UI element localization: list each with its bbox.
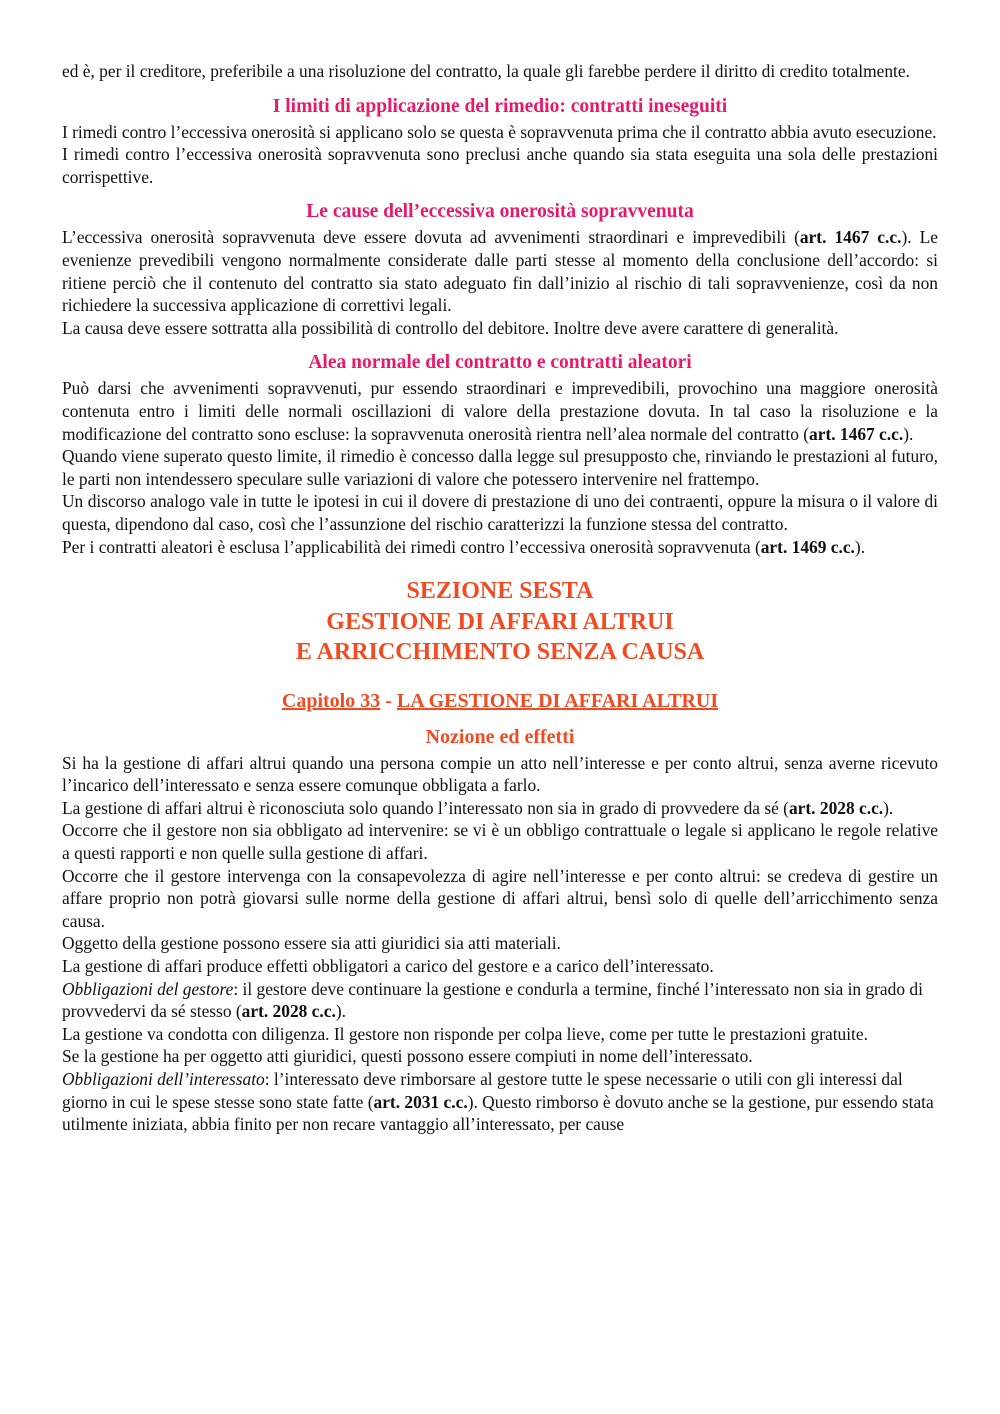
paragraph-diligenza: La gestione va condotta con diligenza. Il gestore non risponde per colpa lieve, come per tutte le prestazioni gratuite. bbox=[62, 1023, 868, 1044]
text-run: ). bbox=[903, 423, 914, 444]
text-run: ). bbox=[854, 536, 866, 557]
paragraph-cause-2: La causa deve essere sottratta alla possibilità di controllo del debitore. Inoltre deve avere carattere di generalità. bbox=[62, 317, 839, 338]
paragraph-alea-2: Quando viene superato questo limite, il rimedio è concesso dalla legge sul presupposto che, rinviando le prestazioni al futuro, le parti non intendessero speculare sulle variazioni di valore che potessero intervenire nel frattempo. bbox=[62, 446, 938, 489]
text-run: : il gestore deve continuare la gestione e condurla a termine, finché l’interessato non sia in grado di provvedervi da sé stesso ( bbox=[62, 978, 923, 1022]
text-run: : l’interessato deve rimborsare al gestore tutte le spese necessarie o utili con gli interessi dal giorno in cui le spese stesse sono state fatte ( bbox=[62, 1068, 903, 1112]
law-reference: art. 1469 c.c. bbox=[760, 536, 855, 557]
text-run: ). bbox=[883, 797, 894, 818]
paragraph-nozione-5: Oggetto della gestione possono essere sia atti giuridici sia atti materiali. bbox=[62, 933, 561, 954]
paragraph-alea-1 bbox=[62, 377, 938, 445]
paragraph-nozione-1: Si ha la gestione di affari altrui quando una persona compie un atto nell’interesse e per conto altrui, senza averne ricevuto l’incarico dell’interessato e senza essere comunque obbligata a farlo. bbox=[62, 752, 938, 796]
text-run: ). bbox=[335, 1001, 346, 1022]
italic-lead: Obbligazioni del gestore bbox=[62, 978, 234, 999]
heading-limiti-applicazione: I limiti di applicazione del rimedio: contratti ineseguiti bbox=[272, 95, 728, 117]
text-run: La gestione di affari altrui è riconosciuta solo quando l’interessato non sia in grado di provvedere da sé ( bbox=[62, 797, 789, 818]
text-run: ). Le evenienze prevedibili vengono normalmente considerate dalle parti stesse al momento della conclusione dell’accordo: si ritiene perciò che il contenuto del contratto sia stato adeguato fin dall’inizio al rischio di tali sopravvenienze, così da non richiedere la successiva applicazione di correttivi legali. bbox=[62, 227, 938, 316]
heading-alea-normale: Alea normale del contratto e contratti aleatori bbox=[308, 352, 692, 374]
chapter-title: LA GESTIONE DI AFFARI ALTRUI bbox=[396, 689, 719, 712]
law-reference: art. 2028 c.c. bbox=[788, 797, 884, 818]
paragraph-obbligazioni-interessato bbox=[62, 1068, 938, 1136]
law-reference: art. 1467 c.c. bbox=[799, 227, 902, 248]
paragraph-cause-1 bbox=[62, 226, 938, 316]
chapter-number: Capitolo 33 bbox=[281, 689, 381, 712]
text-run: L’eccessiva onerosità sopravvenuta deve essere dovuta ad avvenimenti straordinari e imprevedibili ( bbox=[62, 227, 800, 248]
law-reference: art. 2031 c.c. bbox=[373, 1091, 468, 1112]
paragraph-atti-giuridici: Se la gestione ha per oggetto atti giuridici, questi possono essere compiuti in nome dell’interessato. bbox=[62, 1046, 753, 1067]
paragraph-intro: ed è, per il creditore, preferibile a una risoluzione del contratto, la quale gli farebbe perdere il diritto di credito totalmente. bbox=[62, 61, 910, 81]
text-run: ). Questo rimborso è dovuto anche se la gestione, pur essendo stata utilmente iniziata, abbia finito per non recare vantaggio all’interessato, per cause bbox=[62, 1091, 934, 1135]
paragraph-limiti-1: I rimedi contro l’eccessiva onerosità si applicano solo se questa è sopravvenuta prima che il contratto abbia avuto esecuzione. bbox=[62, 121, 937, 142]
paragraph-alea-4 bbox=[62, 536, 938, 559]
law-reference: art. 2028 c.c. bbox=[241, 1001, 336, 1022]
italic-lead: Obbligazioni dell’interessato bbox=[62, 1068, 265, 1089]
law-reference: art. 1467 c.c. bbox=[809, 423, 904, 444]
paragraph-obbligazioni-gestore bbox=[62, 978, 938, 1023]
paragraph-limiti-2: I rimedi contro l’eccessiva onerosità sopravvenuta sono preclusi anche quando sia stata eseguita una sola delle prestazioni corrispettive. bbox=[62, 144, 938, 187]
section-title bbox=[62, 576, 938, 668]
section-title-line-1: SEZIONE SESTA bbox=[406, 578, 594, 605]
section-title-line-3: E ARRICCHIMENTO SENZA CAUSA bbox=[295, 639, 705, 666]
chapter-separator: - bbox=[380, 689, 397, 712]
paragraph-alea-3: Un discorso analogo vale in tutte le ipotesi in cui il dovere di prestazione di uno dei contraenti, oppure la misura o il valore di questa, dipendono dal caso, così che l’assunzione del rischio caratterizzi la funzione stessa del contratto. bbox=[62, 491, 938, 534]
paragraph-nozione-2 bbox=[62, 797, 938, 820]
section-title-line-2: GESTIONE DI AFFARI ALTRUI bbox=[326, 608, 674, 635]
text-run: Può darsi che avvenimenti sopravvenuti, pur essendo straordinari e imprevedibili, provochino una maggiore onerosità contenuta entro i limiti delle normali oscillazioni di valore della prestazione dovuta. In tal caso la risoluzione e la modificazione del contratto sono escluse: la sopravvenuta onerosità rientra nell’alea normale del contratto ( bbox=[62, 378, 938, 444]
heading-cause-onerosita: Le cause dell’eccessiva onerosità sopravvenuta bbox=[306, 201, 694, 223]
heading-nozione-effetti: Nozione ed effetti bbox=[425, 725, 575, 748]
paragraph-nozione-3: Occorre che il gestore non sia obbligato ad intervenire: se vi è un obbligo contrattuale o legale si applicano le regole relative a questi rapporti e non quelle sulla gestione di affari. bbox=[62, 820, 938, 863]
paragraph-nozione-4: Occorre che il gestore intervenga con la consapevolezza di agire nell’interesse e per conto altrui: se credeva di gestire un affare proprio non potrà giovarsi sulle norme della gestione di affari altrui, bensì solo di quelle dell’arricchimento senza causa. bbox=[62, 865, 938, 931]
paragraph-nozione-6: La gestione di affari produce effetti obbligatori a carico del gestore e a carico dell’interessato. bbox=[62, 955, 714, 976]
text-run: Per i contratti aleatori è esclusa l’applicabilità dei rimedi contro l’eccessiva onerosità sopravvenuta ( bbox=[62, 536, 761, 557]
chapter-heading bbox=[62, 688, 938, 714]
